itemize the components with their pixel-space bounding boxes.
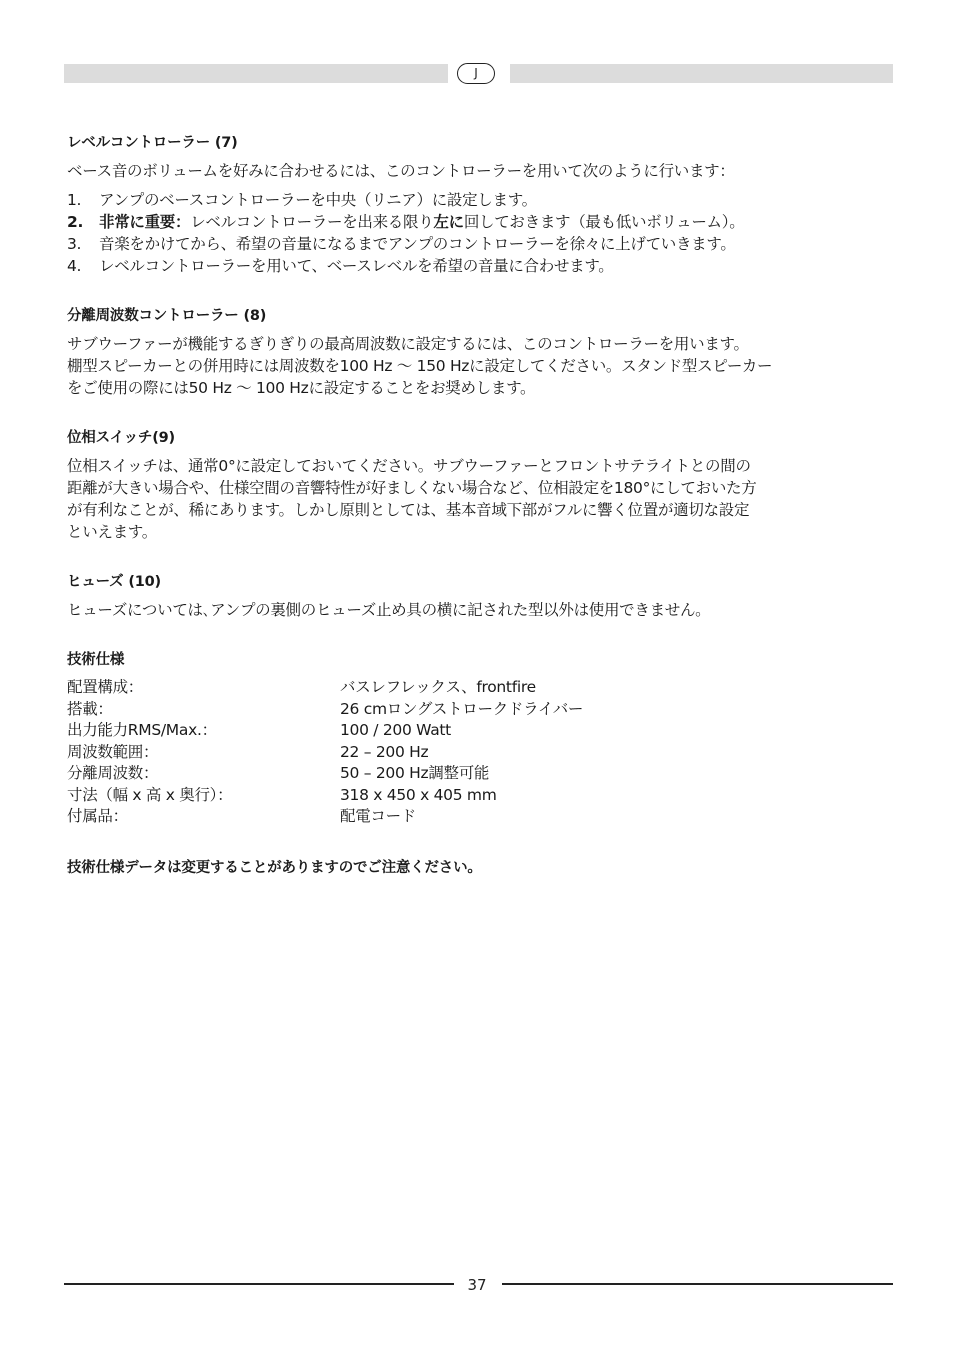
crossover-line: 棚型スピーカーとの併用時には周波数を100 Hz ～ 150 Hzに設定してください。スタンド型スピーカー xyxy=(67,357,773,375)
spec-value: 26 cmロングストロークドライバー xyxy=(340,699,584,718)
spec-row xyxy=(67,806,893,828)
step-number: 2. xyxy=(67,213,84,231)
phase-line: が有利なことが、稀にあります。しかし原則としては、基本音域下部がフルに響く位置が適切な設定 xyxy=(67,501,750,519)
phase-line: 距離が大きい場合や、仕様空間の音響特性が好ましくない場合など、位相設定を180°にしておいた方 xyxy=(67,479,757,497)
step-4 xyxy=(67,255,893,277)
section-title-level: レベルコントローラー (7) xyxy=(67,135,238,151)
footer-rule-left xyxy=(64,1283,454,1285)
footer-rule-right xyxy=(502,1283,893,1285)
step-3 xyxy=(67,233,893,255)
step-text: アンプのベースコントローラーを中央（リニア）に設定します。 xyxy=(99,191,537,209)
fuse-text: ヒューズについては､アンプの裏側のヒューズ止め具の横に記された型以外は使用できません｡ xyxy=(67,601,703,619)
spec-value: 100 / 200 Watt xyxy=(340,721,451,739)
section-fuse xyxy=(67,572,893,621)
step-number: 4. xyxy=(67,257,82,275)
spec-label: 寸法（幅 x 高 x 奥行）： xyxy=(67,785,233,804)
step-2 xyxy=(67,211,893,233)
step-direction: 左に xyxy=(433,213,464,231)
spec-value: 50 – 200 Hz調整可能 xyxy=(340,764,490,782)
spec-label: 周波数範囲： xyxy=(67,742,159,761)
spec-row xyxy=(67,785,893,807)
spec-row xyxy=(67,699,893,721)
level-intro: ベース音のボリュームを好みに合わせるには、このコントローラーを用いて次のように行います： xyxy=(67,162,735,180)
step-1 xyxy=(67,189,893,211)
spec-label: 付属品： xyxy=(67,807,128,825)
step-text-post: 回しておきます（最も低いボリューム）。 xyxy=(463,213,745,231)
phase-line: 位相スイッチは、通常0°に設定しておいてください。サブウーファーとフロントサテライトとの間の xyxy=(67,457,751,475)
header-bar-left xyxy=(64,64,448,83)
step-emphasis: 非常に重要： xyxy=(99,213,191,231)
section-title-phase: 位相スイッチ(9) xyxy=(67,430,175,446)
step-text: 音楽をかけてから、希望の音量になるまでアンプのコントローラーを徐々に上げていきます。 xyxy=(99,235,736,253)
spec-label: 出力能力RMS/Max.： xyxy=(67,721,217,739)
spec-row xyxy=(67,677,893,699)
spec-value: バスレフレックス、frontfire xyxy=(340,678,536,696)
header-bar-right xyxy=(510,64,893,83)
spec-label: 配置構成： xyxy=(67,678,144,696)
crossover-line: をご使用の際には50 Hz ～ 100 Hzに設定することをお奨めします。 xyxy=(67,379,536,397)
step-text: レベルコントローラーを用いて、ベースレベルを希望の音量に合わせます。 xyxy=(99,257,614,275)
language-badge: J xyxy=(457,63,495,84)
step-text-pre: レベルコントローラーを出来る限り xyxy=(190,213,434,231)
spec-table xyxy=(67,677,893,828)
section-phase-switch xyxy=(67,428,893,543)
step-text-composite xyxy=(99,211,744,233)
phase-line: といえます。 xyxy=(67,523,157,541)
section-title-specs: 技術仕様 xyxy=(67,652,125,668)
spec-value: 22 – 200 Hz xyxy=(340,742,429,761)
section-title-crossover: 分離周波数コントローラー (8) xyxy=(67,308,267,324)
spec-change-notice: 技術仕様データは変更することがありますのでご注意ください｡ xyxy=(67,859,475,876)
page-number: 37 xyxy=(467,1276,487,1294)
step-number: 3. xyxy=(67,235,82,253)
page-content xyxy=(67,133,893,907)
spec-row xyxy=(67,742,893,764)
section-crossover-controller xyxy=(67,306,893,399)
step-number: 1. xyxy=(67,191,82,209)
crossover-line: サブウーファーが機能するぎりぎりの最高周波数に設定するには、このコントローラーを用います。 xyxy=(67,335,749,353)
level-steps xyxy=(67,189,893,277)
spec-row xyxy=(67,763,893,785)
section-specifications xyxy=(67,650,893,878)
spec-value: 318 x 450 x 405 mm xyxy=(340,785,497,804)
spec-value: 配電コード xyxy=(340,807,417,825)
section-title-fuse: ヒューズ (10) xyxy=(67,574,161,590)
spec-label: 搭載： xyxy=(67,699,113,718)
spec-row xyxy=(67,720,893,742)
section-level-controller xyxy=(67,133,893,277)
spec-label: 分離周波数： xyxy=(67,764,159,782)
